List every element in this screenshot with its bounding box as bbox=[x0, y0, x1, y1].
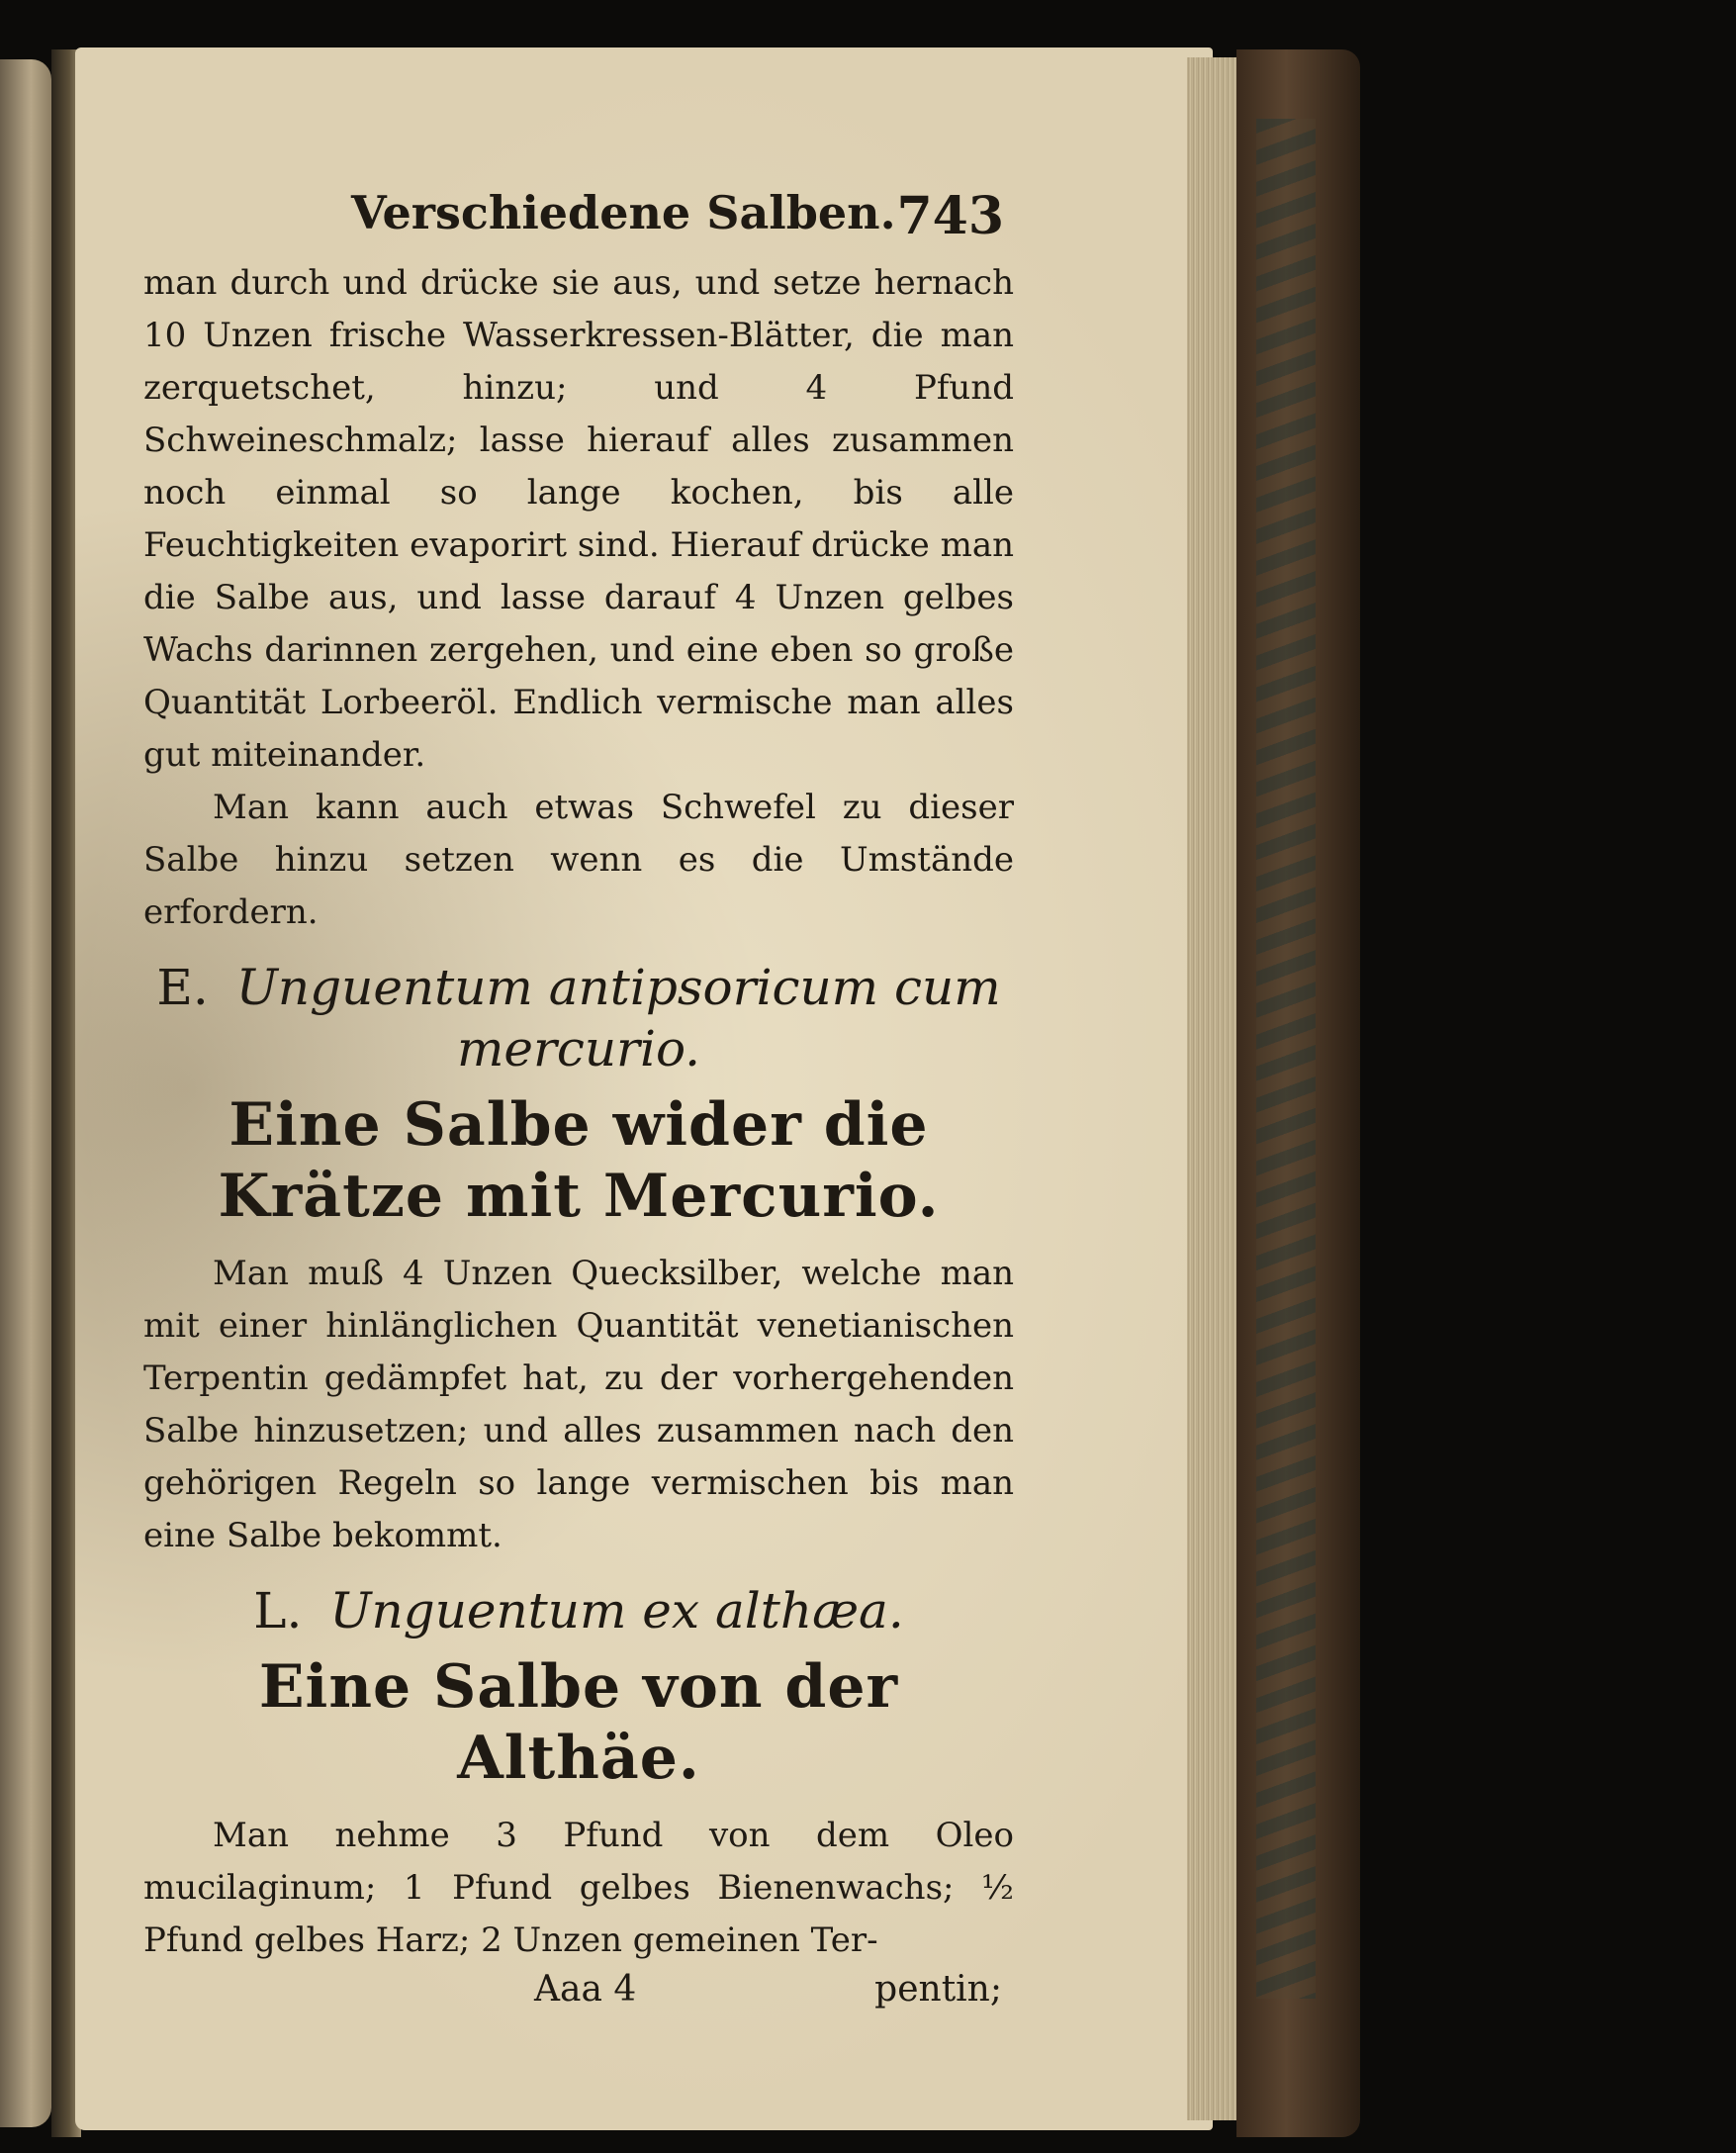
section-l-german-heading: Eine Salbe von der Althäe. bbox=[258, 1652, 899, 1793]
page-block-edge bbox=[1187, 57, 1236, 2120]
section-e-latin-heading bbox=[143, 957, 1014, 1079]
section-e-letter: E. bbox=[156, 959, 209, 1016]
section-e-german-heading: Eine Salbe wider die Krätze mit Mercurio. bbox=[218, 1090, 940, 1231]
signature-mark: Aaa 4 bbox=[534, 1969, 637, 2010]
section-l-text: Man nehme 3 Pfund von dem Oleo mucilaginum; 1 Pfund gelbes Bienenwachs; ½ Pfund gelbes Harz; 2 Unzen gemeinen Ter- bbox=[143, 1816, 1014, 1960]
section-l-latin-title: Unguentum ex althæa. bbox=[329, 1582, 904, 1639]
section-l-latin-heading bbox=[143, 1580, 1014, 1641]
cover-texture bbox=[1256, 119, 1316, 1999]
running-head bbox=[143, 178, 1014, 257]
page-text bbox=[143, 178, 1014, 2028]
paragraph-sulfur: Man kann auch etwas Schwefel zu dieser Salbe hinzu setzen wenn es die Umstände erfordern. bbox=[143, 788, 1014, 932]
section-e-latin-title: Unguentum antipsoricum cum mercurio. bbox=[235, 959, 1001, 1077]
paragraph-continued: man durch und drücke sie aus, und setze hernach 10 Unzen frische Wasserkressen-Blätter, die man zerquetschet, hinzu; und 4 Pfund Schweineschmalz; lasse hierauf alles zusammen noch einmal so lange kochen, bis alle Feuchtigkeiten evaporirt sind. Hierauf drücke man die Salbe aus, und lasse darauf 4 Unzen gelbes Wachs darinnen zergehen, und eine eben so große Quantität Lorbeeröl. Endlich vermische man alles gut miteinander. bbox=[143, 263, 1014, 775]
running-title: Verschiedene Salben. bbox=[351, 186, 896, 239]
page-footer bbox=[143, 1969, 1014, 2028]
section-e-text: Man muß 4 Unzen Quecksilber, welche man mit einer hinlänglichen Quantität venetianischen Terpentin gedämpfet hat, zu der vorhergehenden Salbe hinzusetzen; und alles zusammen nach den gehörigen Regeln so lange vermischen bis man eine Salbe bekommt. bbox=[143, 1254, 1014, 1555]
section-l-letter: L. bbox=[253, 1582, 303, 1639]
catchword: pentin; bbox=[874, 1969, 1002, 2010]
facing-page-edge bbox=[0, 59, 51, 2127]
page-number: 743 bbox=[896, 186, 1004, 246]
